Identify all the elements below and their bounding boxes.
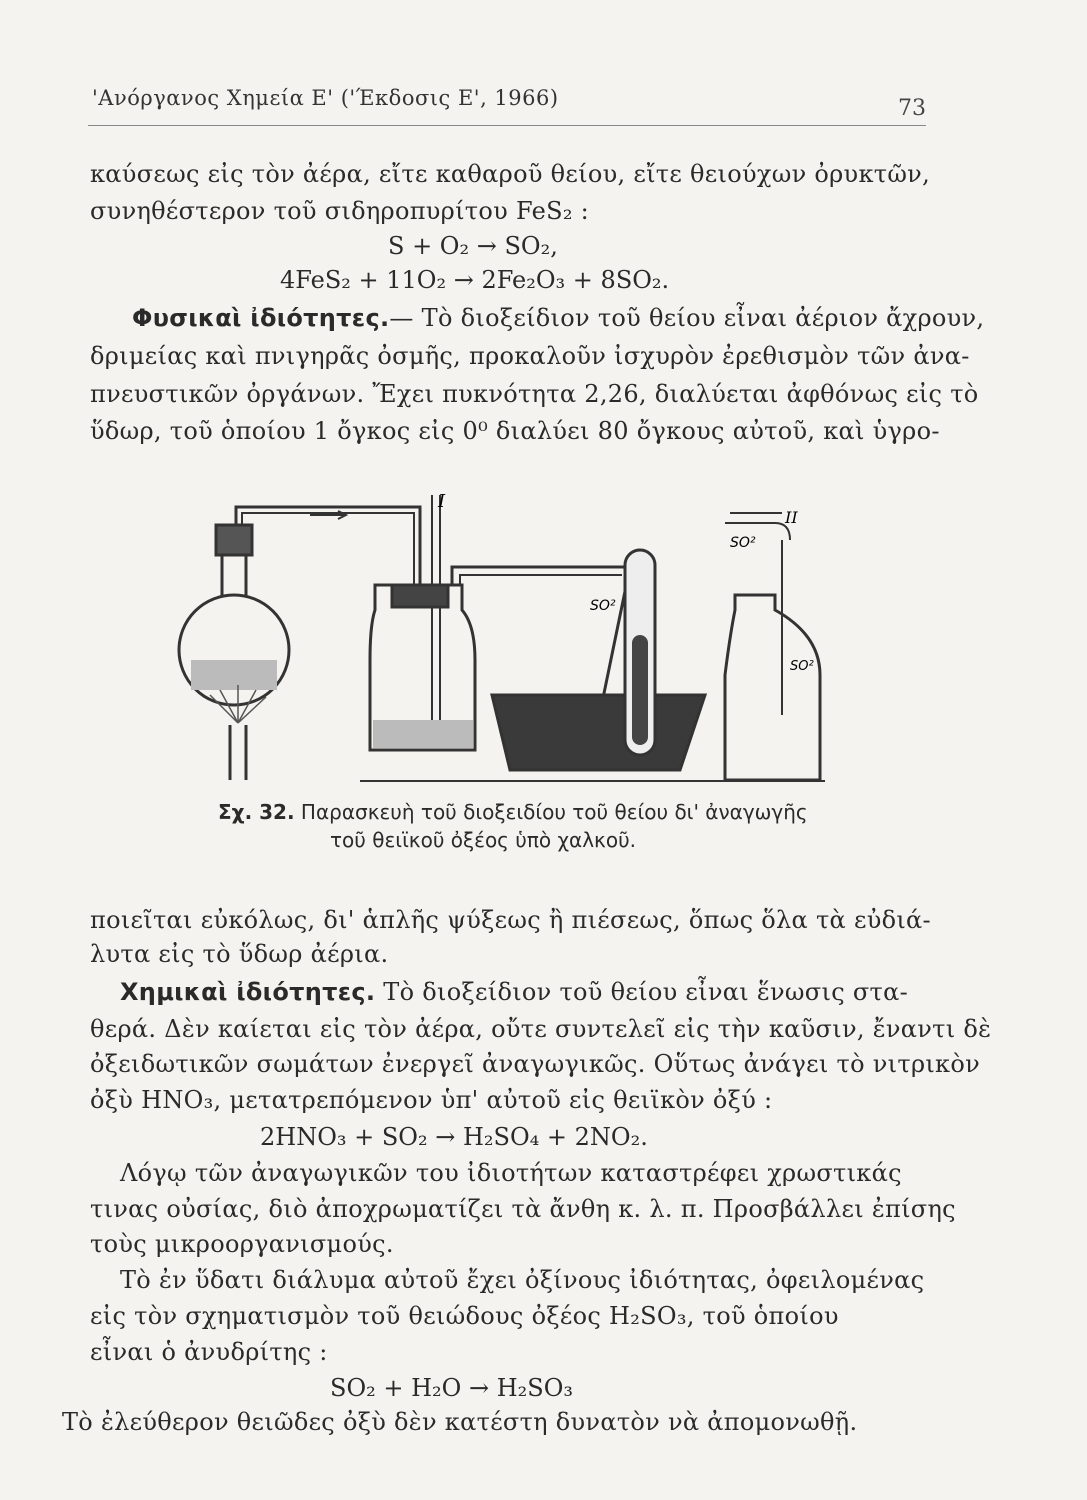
header-rule [88,125,926,126]
section-heading-chemical: Χημικαὶ ἰδιότητες. [120,978,376,1006]
label-II: II [785,508,798,527]
text-line: Τὸ ἐν ὕδατι διάλυμα αὐτοῦ ἔχει ὀξίνους ἰδιότητας, ὀφειλομένας [120,1266,925,1294]
equation: 4FeS₂ + 11O₂ → 2Fe₂O₃ + 8SO₂. [280,266,670,294]
text-line: λυτα εἰς τὸ ὕδωρ ἀέρια. [90,940,389,968]
collection-bottle [725,595,820,780]
apparatus-figure [170,485,830,785]
flask-stopper [216,525,252,555]
label-I: I [438,491,446,512]
text-line: Λόγῳ τῶν ἀναγωγικῶν του ἰδιοτήτων καταστρέφει χρωστικάς [120,1159,902,1187]
so2-label-top: SO² [730,535,756,551]
text-line: δριμείας καὶ πνιγηρᾶς ὀσμῆς, προκαλοῦν ἰσχυρὸν ἐρεθισμὸν τῶν ἀνα- [90,342,970,370]
text-line: εἰς τὸν σχηματισμὸν τοῦ θειώδους ὀξέος H₂SO₃, τοῦ ὁποίου [90,1302,839,1330]
text-line: ὀξειδωτικῶν σωμάτων ἐνεργεῖ ἀναγωγικῶς. Οὕτως ἀνάγει τὸ νιτρικὸν [90,1050,980,1078]
text-line: πνευστικῶν ὀργάνων. Ἔχει πυκνότητα 2,26, διαλύεται ἀφθόνως εἰς τὸ [90,380,979,408]
flask-liquid [191,660,277,690]
section-heading-physical: Φυσικαὶ ἰδιότητες. [132,304,390,332]
text-line: ὀξὺ HNO₃, μετατρεπόμενον ὑπ' αὐτοῦ εἰς θειϊκὸν ὀξύ : [90,1086,773,1114]
text-line: εἶναι ὁ ἀνυδρίτης : [90,1338,328,1366]
text-line: τινας οὐσίας, διὸ ἀποχρωματίζει τὰ ἄνθη κ. λ. π. Προσβάλλει ἐπίσης [90,1195,956,1223]
paragraph-chemical [120,978,908,1006]
caption-text: Παρασκευὴ τοῦ διοξειδίου τοῦ θείου δι' ἀναγωγῆς [300,800,808,824]
text-line: συνηθέστερον τοῦ σιδηροπυρίτου FeS₂ : [90,197,590,225]
bottle-stopper [392,585,448,607]
text-line: τοὺς μικροοργανισμούς. [90,1230,394,1258]
delivery-tube [236,507,420,595]
text-line: ποιεῖται εὐκόλως, δι' ἁπλῆς ψύξεως ἢ πιέσεως, ὅπως ὅλα τὰ εὐδιά- [90,906,931,934]
so2-label-bottle: SO² [790,659,814,674]
burner-flame [210,685,266,723]
text-line: ὕδωρ, τοῦ ὁποίου 1 ὄγκος εἰς 0⁰ διαλύει 80 ὄγκους αὐτοῦ, καὶ ὑγρο- [90,417,940,445]
equation: S + O₂ → SO₂, [388,232,558,260]
text-fragment: Τὸ διοξείδιον τοῦ θείου εἶναι ἕνωσις στα- [383,978,909,1006]
text-line: θερά. Δὲν καίεται εἰς τὸν ἀέρα, οὔτε συντελεῖ εἰς τὴν καῦσιν, ἔναντι δὲ [90,1015,992,1043]
equation: SO₂ + H₂O → H₂SO₃ [330,1374,573,1402]
paragraph-physical [132,304,984,332]
water-trough [492,695,705,770]
burner [230,725,246,780]
bottle-liquid [373,720,473,748]
equation: 2HNO₃ + SO₂ → H₂SO₄ + 2NO₂. [260,1123,648,1151]
text-fragment: — Τὸ διοξείδιον τοῦ θείου εἶναι ἀέριον ἄχρουν, [389,304,985,332]
text-line: καύσεως εἰς τὸν ἀέρα, εἴτε καθαροῦ θείου, εἴτε θειούχων ὀρυκτῶν, [90,160,931,188]
figure-number: Σχ. 32. [218,800,295,824]
so2-label-trough: SO² [590,598,616,614]
running-header: 'Ανόργανος Χημεία Ε' ('Έκδοσις Ε', 1966) [92,86,559,110]
page-number: 73 [898,96,926,121]
figure-caption-line1 [218,800,808,824]
text-line: Τὸ ἐλεύθερον θειῶδες ὀξὺ δὲν κατέστη δυνατὸν νὰ ἀπομονωθῇ. [62,1408,858,1436]
figure-caption-line2: τοῦ θειϊκοῦ ὀξέος ὑπὸ χαλκοῦ. [330,828,637,852]
